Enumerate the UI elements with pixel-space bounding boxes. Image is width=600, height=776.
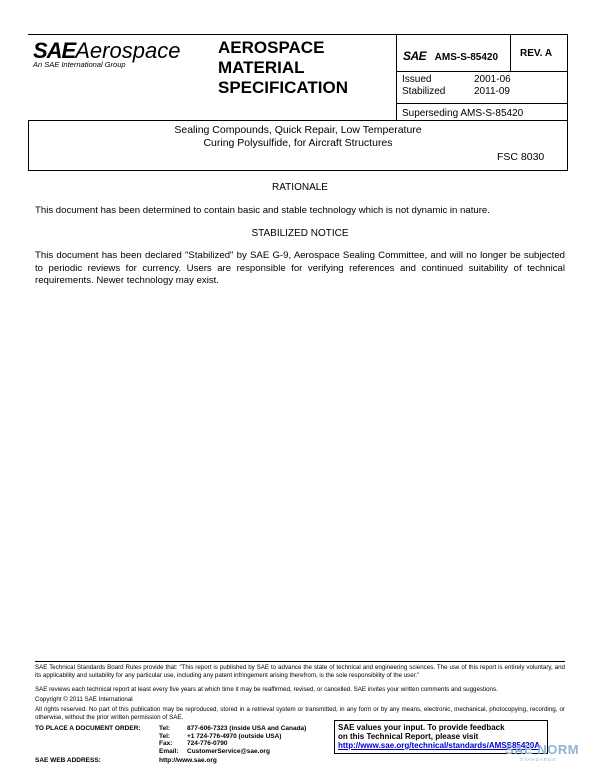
footer-rule	[35, 661, 565, 662]
footer-rules-text: SAE Technical Standards Board Rules provide that: "This report is published by SAE to advance the state of technical and engineering sciences. The use of this report is entirely voluntary, and its applicability and suitability for any particular use, including any patent infringement arising therefrom, is the sole responsibility of the user."	[35, 664, 565, 679]
title-box-right	[567, 34, 568, 170]
stabilized-notice-heading: STABILIZED NOTICE	[251, 228, 349, 239]
title-line-1: AEROSPACE	[218, 38, 325, 57]
order-labels-col	[159, 725, 179, 755]
header-divider-lower	[396, 103, 568, 104]
title-bottom-rule	[28, 170, 568, 171]
tel1-label: Tel:	[159, 725, 171, 732]
doc-sae-mark: SAE	[403, 49, 427, 63]
title-line-2: MATERIAL	[218, 58, 305, 77]
logo-sae-text: SAE	[33, 38, 76, 63]
order-values-col	[187, 725, 306, 755]
fsc-code: FSC 8030	[497, 151, 545, 163]
title-line-a: Sealing Compounds, Quick Repair, Low Temperature	[174, 124, 422, 136]
web-link[interactable]: http://www.sae.org	[159, 757, 217, 764]
tel2-value: +1 724-776-4970 (outside USA)	[187, 732, 282, 740]
tel1-value: 877-606-7323 (inside USA and Canada)	[187, 725, 307, 732]
issued-value: 2001-06	[474, 74, 511, 85]
header-divider-rev	[510, 34, 511, 71]
revision-label: REV. A	[520, 48, 553, 59]
footer-review-text: SAE reviews each technical report at least every five years at which time it may be reaffirmed, revised, or cancelled. SAE invites your written comments and suggestions.	[35, 686, 498, 693]
email-link[interactable]: CustomerService@sae.org	[187, 747, 270, 755]
order-label: TO PLACE A DOCUMENT ORDER:	[35, 725, 141, 732]
email-label: Email:	[159, 747, 179, 755]
superseding-text: Superseding AMS-S-85420	[402, 108, 524, 119]
logo-aerospace-text: Aerospace	[75, 38, 181, 63]
stabilized-notice-text: This document has been declared "Stabilized" by SAE G-9, Aerospace Sealing Committee, and will no longer be subjected to periodic reviews for currency. Users are responsible for verifying references and continued suitability of technical requirements. Newer technology may exist.	[35, 250, 565, 286]
issued-label: Issued	[402, 74, 432, 85]
logo-subtitle: An SAE International Group	[33, 60, 126, 69]
watermark-sub: STANDARDS	[520, 757, 557, 762]
rationale-text: This document has been determined to contain basic and stable technology which is not dynamic in nature.	[35, 205, 490, 216]
footer-rights-text: All rights reserved. No part of this publication may be reproduced, stored in a retrieval system or transmitted, in any form or by any means, electronic, mechanical, photocopying, recording, or otherwise, without the prior written permission of SAE.	[35, 706, 565, 721]
doc-number: AMS-S-85420	[434, 52, 498, 63]
feedback-link[interactable]: http://www.sae.org/technical/standards/AMSS85420A	[338, 741, 540, 750]
spec-type-title	[218, 38, 348, 98]
stabilized-value: 2011-09	[474, 86, 510, 97]
document-title	[28, 124, 568, 150]
feedback-line-1: SAE values your input. To provide feedback	[338, 723, 505, 732]
doc-number-block	[403, 47, 498, 65]
title-line-b: Curing Polysulfide, for Aircraft Structures	[203, 137, 393, 149]
tel2-label: Tel:	[159, 732, 171, 740]
web-label: SAE WEB ADDRESS:	[35, 757, 101, 764]
fax-value: 724-776-0790	[187, 740, 228, 748]
watermark: SAE NORM	[505, 742, 580, 757]
header-divider-left	[396, 34, 397, 120]
title-box-left	[28, 120, 29, 170]
fax-label: Fax:	[159, 740, 173, 748]
footer-copyright: Copyright © 2011 SAE International	[35, 696, 133, 703]
header-divider-mid	[396, 71, 568, 72]
rationale-heading: RATIONALE	[272, 182, 328, 193]
title-line-3: SPECIFICATION	[218, 78, 349, 97]
header-bottom-rule	[28, 120, 568, 121]
feedback-line-2: on this Technical Report, please visit	[338, 732, 479, 741]
header-top-rule	[28, 34, 568, 35]
stabilized-label: Stabilized	[402, 86, 446, 97]
